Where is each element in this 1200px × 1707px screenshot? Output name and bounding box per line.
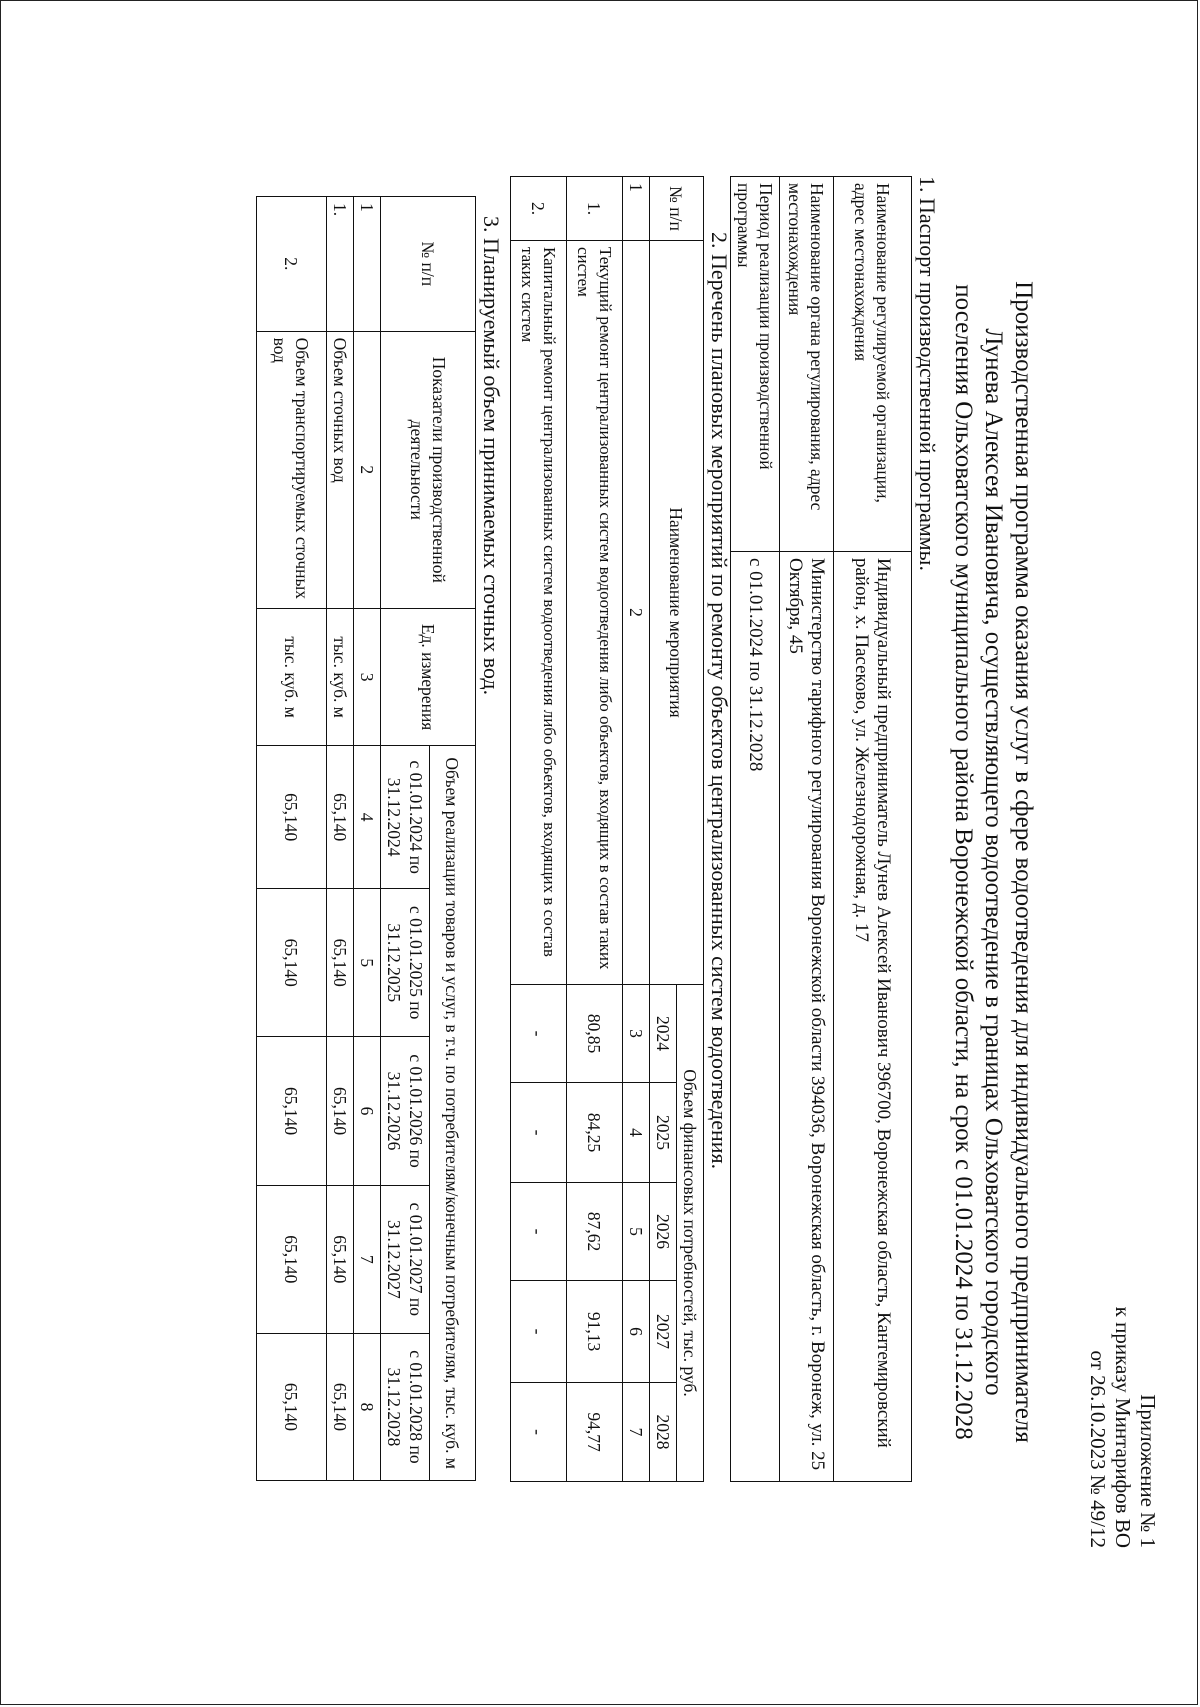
table-header-row — [677, 177, 704, 1482]
value-cell: 87,62 — [567, 1183, 623, 1281]
row-unit: тыс. куб. м — [327, 608, 354, 745]
row-num: 2. — [511, 177, 567, 241]
row-unit: тыс. куб. м — [257, 608, 327, 745]
col-indicator-header: Показатели производственной деятельности — [381, 331, 476, 608]
year-header: 2025 — [650, 1083, 677, 1183]
row-num: 1. — [567, 177, 623, 241]
section2-heading: 2. Перечень плановых мероприятий по ремонту объектов централизованных систем водоотведения. — [707, 232, 732, 1170]
value-cell: - — [511, 1281, 567, 1383]
index-cell: 1 — [354, 197, 381, 332]
period-header: с 01.01.2028 по 31.12.2028 — [381, 1333, 430, 1480]
value-cell: 84,25 — [567, 1083, 623, 1183]
period-header: с 01.01.2024 по 31.12.2024 — [381, 746, 430, 889]
year-header: 2027 — [650, 1281, 677, 1383]
title-line-2: Лунева Алексея Ивановича, осуществляющего водоотведение в границах Ольховатского городского — [980, 328, 1007, 1396]
document-title — [948, 176, 1038, 1548]
passport-value: с 01.01.2024 по 31.12.2028 — [731, 552, 780, 1482]
passport-table — [730, 176, 912, 1482]
value-cell: - — [511, 985, 567, 1083]
title-line-3: поселения Ольховатского муниципального района Воронежской области, на срок с 01.01.2024 по 31.12.2028 — [950, 284, 977, 1440]
document-page — [120, 176, 1160, 1548]
period-header: с 01.01.2026 по 31.12.2026 — [381, 1037, 430, 1185]
index-cell: 3 — [354, 608, 381, 745]
table-row — [327, 197, 354, 1481]
table-row — [834, 177, 912, 1482]
index-cell: 1 — [623, 177, 650, 241]
index-cell: 4 — [354, 746, 381, 889]
row-num: 1. — [327, 197, 354, 332]
passport-label: Период реализации производственной программы — [731, 177, 780, 552]
value-cell: 65,140 — [257, 1185, 327, 1333]
section3-heading: 3. Планируемый объем принимаемых сточных вод. — [479, 216, 504, 696]
year-header: 2026 — [650, 1183, 677, 1281]
value-cell: 65,140 — [327, 1037, 354, 1185]
period-header: с 01.01.2025 по 31.12.2025 — [381, 889, 430, 1037]
col-group-header: Объем реализации товаров и услуг, в т.ч. по потребителям/конечным потребителям, тыс. куб. м — [430, 746, 476, 1481]
table-row — [780, 177, 834, 1482]
col-group-header: Объем финансовых потребностей, тыс. руб. — [677, 985, 704, 1482]
value-cell: - — [511, 1083, 567, 1183]
value-cell: 80,85 — [567, 985, 623, 1083]
index-cell: 5 — [354, 889, 381, 1037]
appendix-note — [1085, 1307, 1160, 1548]
value-cell: 65,140 — [257, 746, 327, 889]
table-header-row — [430, 197, 476, 1481]
year-header: 2028 — [650, 1383, 677, 1482]
index-cell: 5 — [623, 1183, 650, 1281]
value-cell: 91,13 — [567, 1281, 623, 1383]
col-name-header: Наименование мероприятия — [650, 241, 704, 985]
index-cell: 6 — [354, 1037, 381, 1185]
appendix-line-1: Приложение № 1 — [1136, 1394, 1160, 1548]
index-cell: 7 — [623, 1383, 650, 1482]
index-cell: 7 — [354, 1185, 381, 1333]
row-num: 2. — [257, 197, 327, 332]
index-cell: 2 — [354, 331, 381, 608]
row-name: Объем сточных вод — [327, 331, 354, 608]
appendix-line-3: от 26.10.2023 № 49/12 — [1086, 1350, 1110, 1548]
value-cell: 65,140 — [257, 1037, 327, 1185]
value-cell: - — [511, 1183, 567, 1281]
table-row — [257, 197, 327, 1481]
passport-label: Наименование органа регулирования, адрес местонахождения — [780, 177, 834, 552]
passport-label: Наименование регулируемой организации, адрес местонахождения — [834, 177, 912, 552]
repair-table — [510, 176, 704, 1482]
row-name: Капитальный ремонт централизованных систем водоотведения либо объектов, входящих в состав таких систем — [511, 241, 567, 985]
index-cell: 8 — [354, 1333, 381, 1480]
index-cell: 6 — [623, 1281, 650, 1383]
volume-table — [256, 196, 476, 1481]
index-cell: 3 — [623, 985, 650, 1083]
index-cell: 2 — [623, 241, 650, 985]
value-cell: 94,77 — [567, 1383, 623, 1482]
year-header: 2024 — [650, 985, 677, 1083]
col-unit-header: Ед. измерения — [381, 608, 476, 745]
index-cell: 4 — [623, 1083, 650, 1183]
passport-value: Индивидуальный предприниматель Лунев Алексей Иванович 396700, Воронежская область, Кантемировский район, х. Пасеково, ул. Железнодорожная, д. 17 — [834, 552, 912, 1482]
period-header: с 01.01.2027 по 31.12.2027 — [381, 1185, 430, 1333]
passport-value: Министерство тарифного регулирования Воронежской области 394036, Воронежская область, г. Воронеж, ул. 25 Октября, 45 — [780, 552, 834, 1482]
table-row — [567, 177, 623, 1482]
table-row — [511, 177, 567, 1482]
value-cell: 65,140 — [327, 889, 354, 1037]
row-name: Текущий ремонт централизованных систем водоотведения либо объектов, входящих в состав таких систем — [567, 241, 623, 985]
table-row — [731, 177, 780, 1482]
value-cell: 65,140 — [327, 746, 354, 889]
value-cell: - — [511, 1383, 567, 1482]
index-row — [354, 197, 381, 1481]
col-num-header: № п/п — [650, 177, 704, 241]
value-cell: 65,140 — [257, 889, 327, 1037]
appendix-line-2: к приказу Минтарифов ВО — [1111, 1306, 1135, 1548]
title-line-1: Производственная программа оказания услуг в сфере водоотведения для индивидуального предпринимателя — [1010, 281, 1037, 1443]
value-cell: 65,140 — [327, 1333, 354, 1480]
section1-heading: 1. Паспорт производственной программы. — [915, 176, 940, 571]
value-cell: 65,140 — [327, 1185, 354, 1333]
index-row — [623, 177, 650, 1482]
value-cell: 65,140 — [257, 1333, 327, 1480]
row-name: Объем транспортируемых сточных вод — [257, 331, 327, 608]
col-num-header: № п/п — [381, 197, 476, 332]
